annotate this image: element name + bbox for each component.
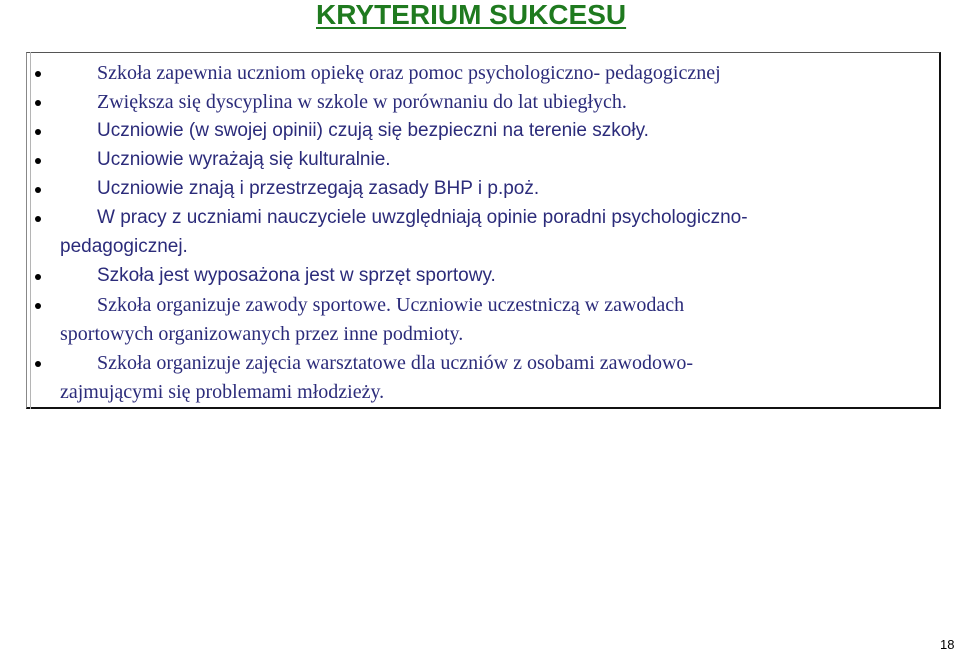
criteria-text: Szkoła jest wyposażona jest w sprzęt sportowy.: [97, 265, 496, 286]
criteria-text: Uczniowie wyrażają się kulturalnie.: [97, 149, 391, 170]
criteria-text-continued: zajmującymi się problemami młodzieży.: [60, 381, 385, 403]
criteria-text: Uczniowie (w swojej opinii) czują się bezpieczni na terenie szkoły.: [97, 120, 649, 141]
criteria-text-continued: sportowych organizowanych przez inne podmioty.: [60, 323, 464, 345]
criteria-text: W pracy z uczniami nauczyciele uwzględniają opinie poradni psychologiczno-: [97, 207, 748, 228]
criteria-text: Szkoła organizuje zawody sportowe. Uczniowie uczestniczą w zawodach: [97, 294, 685, 316]
criteria-text: Uczniowie znają i przestrzegają zasady BHP i p.poż.: [97, 178, 540, 199]
bullet-icon: [35, 361, 41, 367]
bullet-icon: [35, 274, 41, 280]
page-number: 18: [940, 637, 955, 652]
bullet-icon: [35, 129, 41, 135]
bullet-icon: [35, 216, 41, 222]
bullet-icon: [35, 187, 41, 193]
bullet-icon: [35, 303, 41, 309]
bullet-icon: [35, 158, 41, 164]
criteria-text: Zwiększa się dyscyplina w szkole w porównaniu do lat ubiegłych.: [97, 91, 627, 113]
page-title: KRYTERIUM SUKCESU: [316, 0, 627, 30]
criteria-text-continued: pedagogicznej.: [60, 236, 188, 257]
criteria-text: Szkoła zapewnia uczniom opiekę oraz pomoc psychologiczno- pedagogicznej: [97, 62, 721, 84]
criteria-box-edge: [26, 52, 31, 409]
bullet-icon: [35, 100, 41, 106]
bullet-icon: [35, 71, 41, 77]
criteria-text: Szkoła organizuje zajęcia warsztatowe dla uczniów z osobami zawodowo-: [97, 352, 694, 374]
